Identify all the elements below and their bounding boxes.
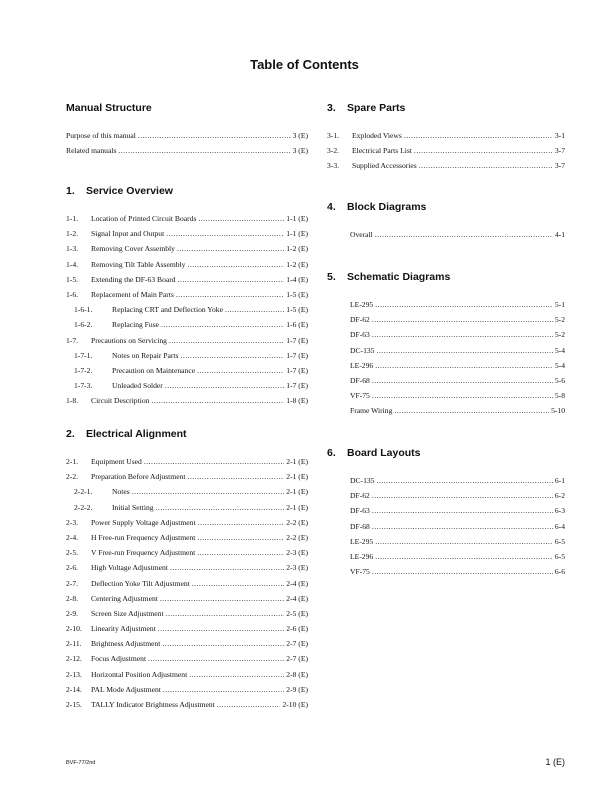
toc-entry[interactable] <box>350 488 565 503</box>
toc-entry-number: 3-2. <box>327 146 340 156</box>
toc-entry-page: 1-7 (E) <box>286 381 308 391</box>
toc-entry-title: Frame Wiring <box>350 406 393 416</box>
toc-entry[interactable] <box>66 378 308 393</box>
toc-list <box>327 473 565 579</box>
toc-entry[interactable] <box>350 564 565 579</box>
toc-entry[interactable] <box>66 454 308 469</box>
toc-entry[interactable] <box>350 343 565 358</box>
toc-entry[interactable] <box>66 591 308 606</box>
section-heading <box>327 445 565 461</box>
toc-entry-title: Initial Setting <box>112 502 154 512</box>
toc-entry[interactable] <box>66 545 308 560</box>
toc-leader-dots <box>198 211 284 226</box>
toc-entry-title: Focus Adjustment <box>91 654 147 664</box>
toc-leader-dots <box>197 545 284 560</box>
toc-entry-title: Precaution on Maintenance <box>112 365 196 375</box>
toc-leader-dots <box>375 549 553 564</box>
toc-entry-page: 2-8 (E) <box>286 669 308 679</box>
toc-entry[interactable] <box>66 484 308 499</box>
toc-entry[interactable] <box>66 348 308 363</box>
toc-leader-dots <box>375 534 553 549</box>
toc-entry-page: 5-8 <box>554 391 565 401</box>
toc-entry-number: 1-6-2. <box>74 320 93 330</box>
toc-entry-title: DF-62 <box>350 491 370 501</box>
toc-entry-number: 1-7-3. <box>74 381 93 391</box>
toc-entry-page: 1-1 (E) <box>286 229 308 239</box>
toc-entry[interactable] <box>66 317 308 332</box>
toc-entry-title: DC-135 <box>350 345 375 355</box>
toc-leader-dots <box>376 473 552 488</box>
toc-entry[interactable] <box>66 515 308 530</box>
toc-entry-page: 1-2 (E) <box>286 244 308 254</box>
toc-entry-page: 5-4 <box>554 360 565 370</box>
toc-leader-dots <box>372 312 553 327</box>
toc-leader-dots <box>372 327 553 342</box>
toc-entry-page: 3-7 <box>554 146 565 156</box>
toc-entry-title: Removing Tilt Table Assembly <box>91 259 186 269</box>
toc-entry-number: 1-5. <box>66 274 79 284</box>
toc-leader-dots <box>156 500 285 515</box>
toc-entry[interactable] <box>350 373 565 388</box>
toc-entry-number: 2-2-1. <box>74 487 93 497</box>
toc-entry-title: Signal Input and Output <box>91 229 165 239</box>
section-title: Electrical Alignment <box>86 428 187 440</box>
toc-entry-page: 5-2 <box>554 330 565 340</box>
toc-list <box>327 297 565 419</box>
toc-entry-page: 1-6 (E) <box>286 320 308 330</box>
section-number: 2. <box>66 428 75 440</box>
toc-leader-dots <box>132 484 285 499</box>
section-board-layouts <box>327 445 565 579</box>
toc-leader-dots <box>176 287 284 302</box>
toc-entry-title: DF-68 <box>350 375 370 385</box>
toc-entry[interactable] <box>66 606 308 621</box>
toc-leader-dots <box>138 128 291 143</box>
toc-leader-dots <box>198 515 285 530</box>
toc-entry-title: Screen Size Adjustment <box>91 608 164 618</box>
toc-leader-dots <box>372 564 553 579</box>
toc-leader-dots <box>151 393 284 408</box>
toc-entry-title: Preparation Before Adjustment <box>91 472 186 482</box>
page-title: Table of Contents <box>250 57 359 72</box>
section-electrical-alignment <box>66 426 308 712</box>
toc-entry-page: 3-7 <box>554 161 565 171</box>
toc-entry-page: 1-7 (E) <box>286 350 308 360</box>
toc-entry[interactable] <box>66 257 308 272</box>
toc-entry-number: 2-9. <box>66 608 79 618</box>
toc-entry-page: 1-5 (E) <box>286 289 308 299</box>
section-title: Manual Structure <box>66 102 152 114</box>
toc-entry-title: Related manuals <box>66 146 117 156</box>
toc-entry-page: 6-4 <box>554 521 565 531</box>
section-number: 1. <box>66 185 75 197</box>
toc-entry-title: PAL Mode Adjustment <box>91 684 161 694</box>
toc-entry-number: 2-4. <box>66 532 79 542</box>
toc-entry-page: 2-1 (E) <box>286 502 308 512</box>
toc-entry[interactable] <box>66 211 308 226</box>
toc-leader-dots <box>372 519 553 534</box>
section-heading <box>66 183 308 199</box>
toc-entry-number: 3-3. <box>327 161 340 171</box>
document-code: BVF-77/2nd <box>66 760 96 766</box>
toc-entry[interactable] <box>66 560 308 575</box>
toc-entry-page: 6-5 <box>554 536 565 546</box>
toc-entry-title: Electrical Parts List <box>352 146 412 156</box>
toc-entry-page: 3 (E) <box>292 146 308 156</box>
section-title: Board Layouts <box>347 447 421 459</box>
toc-entry[interactable] <box>66 576 308 591</box>
toc-entry[interactable] <box>350 534 565 549</box>
section-service-overview <box>66 183 308 408</box>
toc-entry-page: 2-3 (E) <box>286 563 308 573</box>
section-heading <box>327 269 565 285</box>
toc-entry-page: 2-3 (E) <box>286 548 308 558</box>
toc-entry-title: LE-295 <box>350 300 374 309</box>
toc-leader-dots <box>375 358 553 373</box>
toc-entry-page: 2-4 (E) <box>286 593 308 603</box>
toc-entry[interactable] <box>327 143 565 158</box>
toc-entry-number: 1-7-1. <box>74 350 93 360</box>
toc-entry-page: 2-10 (E) <box>282 700 308 709</box>
toc-entry-page: 2-2 (E) <box>286 532 308 542</box>
toc-entry-page: 6-2 <box>554 491 565 501</box>
toc-entry[interactable] <box>66 333 308 348</box>
toc-entry-title: Brightness Adjustment <box>91 639 161 649</box>
toc-entry-number: 1-7-2. <box>74 365 93 375</box>
toc-entry-title: Supplied Accessories <box>352 161 417 171</box>
toc-entry[interactable] <box>350 473 565 488</box>
toc-entry-number: 2-14. <box>66 684 82 694</box>
toc-entry[interactable] <box>350 312 565 327</box>
toc-entry[interactable] <box>66 530 308 545</box>
toc-entry-title: Notes on Repair Parts <box>112 350 179 360</box>
toc-entry-page: 5-1 <box>554 300 565 309</box>
toc-entry[interactable] <box>66 621 308 636</box>
toc-entry-title: Exploded Views <box>352 131 402 140</box>
toc-entry[interactable] <box>66 697 308 712</box>
toc-entry-title: Overall <box>350 230 373 239</box>
toc-entry-title: TALLY Indicator Brightness Adjustment <box>91 700 215 709</box>
toc-leader-dots <box>189 667 284 682</box>
toc-entry[interactable] <box>350 327 565 342</box>
toc-entry-page: 2-4 (E) <box>286 578 308 588</box>
toc-entry[interactable] <box>66 500 308 515</box>
toc-list <box>66 211 308 408</box>
toc-entry-number: 2-3. <box>66 517 79 527</box>
toc-entry-title: Removing Cover Assembly <box>91 244 175 254</box>
toc-leader-dots <box>375 227 553 242</box>
toc-list <box>66 454 308 712</box>
toc-entry[interactable] <box>66 143 308 158</box>
toc-entry[interactable] <box>66 651 308 666</box>
toc-entry-page: 3 (E) <box>292 131 308 140</box>
toc-entry-number: 2-10. <box>66 624 82 634</box>
toc-entry-number: 1-6-1. <box>74 305 93 315</box>
toc-leader-dots <box>394 403 549 418</box>
toc-entry-number: 1-3. <box>66 244 79 254</box>
toc-entry[interactable] <box>66 128 308 143</box>
toc-entry-title: DF-68 <box>350 521 370 531</box>
toc-entry[interactable] <box>327 158 565 173</box>
toc-entry-title: Precautions on Servicing <box>91 335 167 345</box>
toc-entry-page: 3-1 <box>554 131 565 140</box>
section-title: Service Overview <box>86 185 173 197</box>
toc-entry-page: 2-9 (E) <box>286 684 308 694</box>
toc-entry[interactable] <box>350 503 565 518</box>
toc-entry-number: 2-5. <box>66 548 79 558</box>
toc-entry-number: 1-8. <box>66 396 79 406</box>
toc-entry-title: DF-62 <box>350 315 370 325</box>
toc-leader-dots <box>118 143 290 158</box>
toc-entry-page: 2-1 (E) <box>286 472 308 482</box>
toc-entry-page: 1-4 (E) <box>286 274 308 284</box>
toc-entry-number: 1-6. <box>66 289 79 299</box>
toc-entry-title: VF-75 <box>350 567 370 577</box>
toc-entry[interactable] <box>66 393 308 408</box>
toc-entry[interactable] <box>350 549 565 564</box>
toc-entry-title: Linearity Adjustment <box>91 624 156 634</box>
toc-leader-dots <box>166 606 285 621</box>
section-schematic-diagrams <box>327 269 565 419</box>
toc-leader-dots <box>192 576 285 591</box>
toc-entry-title: Replacing Fuse <box>112 320 160 330</box>
toc-entry-page: 5-2 <box>554 315 565 325</box>
toc-entry-page: 6-3 <box>554 506 565 516</box>
toc-entry-title: DC-135 <box>350 476 375 485</box>
toc-entry-page: 2-1 (E) <box>286 487 308 497</box>
toc-entry[interactable] <box>350 297 565 312</box>
toc-leader-dots <box>375 297 553 312</box>
toc-entry[interactable] <box>66 226 308 241</box>
toc-entry-page: 1-5 (E) <box>286 305 308 315</box>
toc-entry-number: 2-6. <box>66 563 79 573</box>
toc-leader-dots <box>376 343 552 358</box>
toc-entry-number: 2-2. <box>66 472 79 482</box>
toc-entry-number: 3-1. <box>327 131 340 140</box>
toc-entry[interactable] <box>66 241 308 256</box>
toc-leader-dots <box>180 348 284 363</box>
toc-entry-title: Centering Adjustment <box>91 593 158 603</box>
toc-entry-title: V Free-run Frequency Adjustment <box>91 548 196 558</box>
toc-leader-dots <box>372 388 553 403</box>
toc-entry-page: 6-5 <box>554 551 565 561</box>
toc-entry[interactable] <box>66 667 308 682</box>
section-heading <box>66 426 308 442</box>
toc-leader-dots <box>372 488 553 503</box>
toc-entry[interactable] <box>66 363 308 378</box>
section-heading <box>327 100 565 116</box>
toc-leader-dots <box>178 272 285 287</box>
toc-leader-dots <box>187 469 284 484</box>
toc-entry-number: 2-1. <box>66 457 79 466</box>
toc-entry-page: 2-2 (E) <box>286 517 308 527</box>
toc-leader-dots <box>225 302 284 317</box>
toc-entry-title: Horizontal Position Adjustment <box>91 669 188 679</box>
toc-entry[interactable] <box>66 636 308 651</box>
toc-entry[interactable] <box>66 469 308 484</box>
toc-entry-number: 2-7. <box>66 578 79 588</box>
toc-entry-title: High Voltage Adjustment <box>91 563 168 573</box>
toc-entry-title: Unleaded Solder <box>112 381 163 391</box>
toc-leader-dots <box>414 143 553 158</box>
toc-leader-dots <box>419 158 553 173</box>
toc-entry-title: VF-75 <box>350 391 370 401</box>
toc-entry-number: 2-2-2. <box>74 502 93 512</box>
section-block-diagrams <box>327 199 565 242</box>
toc-leader-dots <box>177 241 284 256</box>
page-number: 1 (E) <box>545 757 565 767</box>
toc-entry-title: Extending the DF-63 Board <box>91 274 176 284</box>
toc-entry-number: 1-2. <box>66 229 79 239</box>
toc-entry-number: 2-12. <box>66 654 82 664</box>
toc-entry[interactable] <box>350 519 565 534</box>
section-title: Schematic Diagrams <box>347 271 451 283</box>
toc-entry-page: 5-6 <box>554 375 565 385</box>
toc-leader-dots <box>404 128 553 143</box>
section-number: 5. <box>327 271 336 283</box>
toc-entry-title: DF-63 <box>350 506 370 516</box>
toc-entry[interactable] <box>66 682 308 697</box>
toc-entry-number: 2-11. <box>66 639 82 649</box>
toc-entry-title: Deflection Yoke Tilt Adjustment <box>91 578 190 588</box>
toc-entry-page: 1-7 (E) <box>286 335 308 345</box>
toc-leader-dots <box>372 373 553 388</box>
toc-entry[interactable] <box>350 227 565 242</box>
section-number: 6. <box>327 447 336 459</box>
toc-entry-title: Power Supply Voltage Adjustment <box>91 517 196 527</box>
toc-leader-dots <box>372 503 553 518</box>
toc-entry[interactable] <box>350 388 565 403</box>
toc-entry-page: 2-5 (E) <box>286 608 308 618</box>
toc-entry-title: Location of Printed Circuit Boards <box>91 214 197 223</box>
toc-entry-number: 2-8. <box>66 593 79 603</box>
toc-entry-title: Notes <box>112 487 130 497</box>
toc-leader-dots <box>148 651 284 666</box>
toc-entry-page: 6-1 <box>554 476 565 485</box>
toc-leader-dots <box>187 257 284 272</box>
toc-entry[interactable] <box>66 302 308 317</box>
toc-entry-title: Replacing CRT and Deflection Yoke <box>112 305 223 315</box>
section-manual-structure <box>66 100 308 158</box>
toc-entry[interactable] <box>66 272 308 287</box>
toc-leader-dots <box>163 682 284 697</box>
toc-entry-number: 1-1. <box>66 214 79 223</box>
toc-entry-page: 1-8 (E) <box>286 396 308 406</box>
toc-list <box>66 128 308 158</box>
toc-leader-dots <box>162 636 284 651</box>
toc-entry-title: LE-296 <box>350 360 374 370</box>
toc-leader-dots <box>160 591 284 606</box>
toc-entry[interactable] <box>350 403 565 418</box>
toc-entry-title: Replacement of Main Parts <box>91 289 174 299</box>
toc-leader-dots <box>169 333 284 348</box>
toc-entry-page: 2-7 (E) <box>286 639 308 649</box>
toc-entry-number: 2-13. <box>66 669 82 679</box>
toc-leader-dots <box>161 317 284 332</box>
toc-leader-dots <box>197 530 284 545</box>
toc-list <box>327 227 565 242</box>
toc-leader-dots <box>166 226 284 241</box>
toc-leader-dots <box>144 454 284 469</box>
toc-entry-title: DF-63 <box>350 330 370 340</box>
toc-entry[interactable] <box>66 287 308 302</box>
toc-leader-dots <box>158 621 285 636</box>
toc-entry-title: Purpose of this manual <box>66 131 136 140</box>
toc-leader-dots <box>217 697 281 712</box>
toc-entry-page: 2-1 (E) <box>286 457 308 466</box>
toc-entry-page: 2-6 (E) <box>286 624 308 634</box>
toc-entry-page: 4-1 <box>554 230 565 239</box>
section-number: 3. <box>327 102 336 114</box>
section-heading <box>327 199 565 215</box>
toc-leader-dots <box>197 363 284 378</box>
toc-entry-title: Circuit Description <box>91 396 150 406</box>
toc-entry-number: 1-7. <box>66 335 79 345</box>
toc-entry[interactable] <box>350 358 565 373</box>
section-title: Spare Parts <box>347 102 406 114</box>
toc-entry-title: H Free-run Frequency Adjustment <box>91 532 196 542</box>
toc-entry-page: 5-10 <box>551 406 565 416</box>
section-spare-parts <box>327 100 565 174</box>
section-heading <box>66 100 308 116</box>
section-title: Block Diagrams <box>347 201 427 213</box>
toc-entry-page: 1-2 (E) <box>286 259 308 269</box>
toc-entry-title: LE-296 <box>350 551 374 561</box>
toc-list <box>327 128 565 174</box>
toc-entry-page: 1-7 (E) <box>286 365 308 375</box>
toc-entry-number: 1-4. <box>66 259 79 269</box>
toc-entry-page: 2-7 (E) <box>286 654 308 664</box>
toc-leader-dots <box>165 378 284 393</box>
toc-entry-page: 1-1 (E) <box>286 214 308 223</box>
toc-entry-number: 2-15. <box>66 700 82 709</box>
toc-entry-page: 6-6 <box>554 567 565 577</box>
toc-entry-title: Equipment Used <box>91 457 142 466</box>
toc-entry[interactable] <box>327 128 565 143</box>
toc-entry-page: 5-4 <box>554 345 565 355</box>
section-number: 4. <box>327 201 336 213</box>
toc-leader-dots <box>170 560 284 575</box>
toc-entry-title: LE-295 <box>350 536 374 546</box>
